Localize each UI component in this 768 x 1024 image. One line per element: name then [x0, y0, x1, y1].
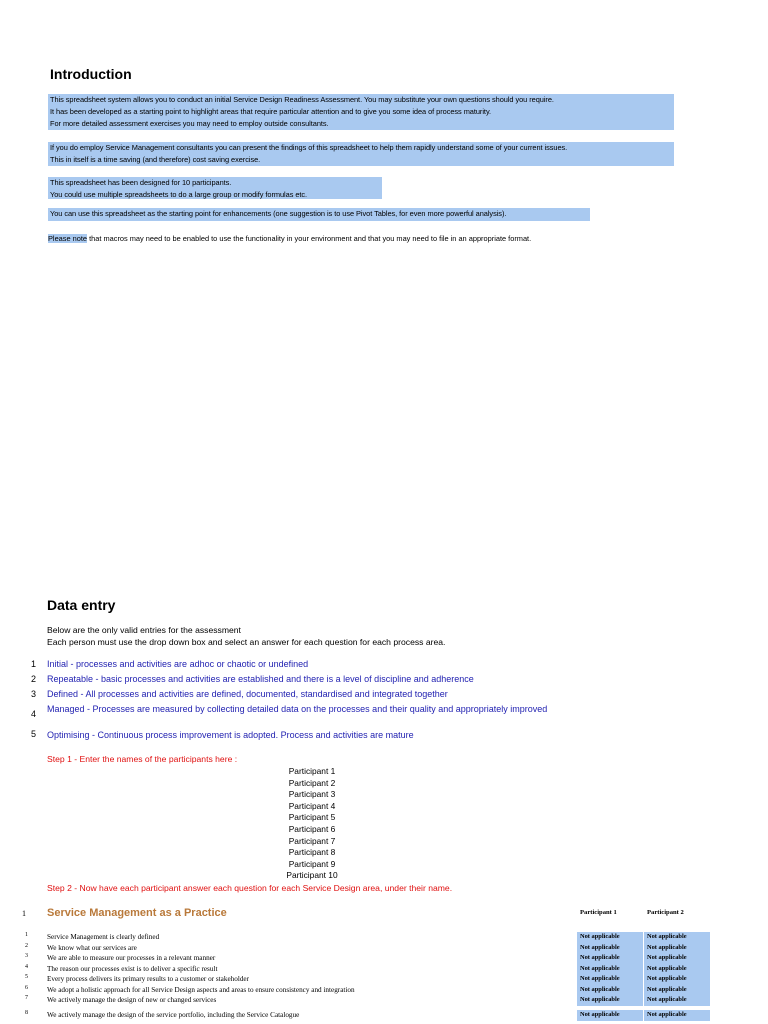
question-number: 3 [25, 953, 28, 959]
participant-name[interactable]: Participant 6 [288, 823, 336, 834]
answer-cell[interactable]: Not applicable [644, 995, 710, 1006]
question-number: 7 [25, 995, 28, 1001]
question-text: We know what our services are [47, 943, 137, 952]
answer-cell[interactable]: Not applicable [644, 964, 710, 975]
participant-name[interactable]: Participant 2 [288, 777, 336, 788]
data-entry-heading: Data entry [47, 597, 116, 613]
answer-cell[interactable]: Not applicable [644, 1010, 710, 1021]
answer-cell[interactable]: Not applicable [577, 932, 643, 943]
answer-cell[interactable]: Not applicable [644, 932, 710, 943]
question-text: We adopt a holistic approach for all Service Design aspects and areas to ensure consistency and integration [47, 985, 355, 994]
question-number: 8 [25, 1010, 28, 1016]
question-number: 2 [25, 942, 28, 949]
question-text: We actively manage the design of the service portfolio, including the Service Catalogue [47, 1011, 300, 1019]
level-number: 1 [30, 659, 36, 669]
question-text: We actively manage the design of new or changed services [47, 996, 217, 1004]
answer-cell[interactable]: Not applicable [644, 943, 710, 954]
answer-cell[interactable]: Not applicable [644, 985, 710, 996]
answer-cell[interactable]: Not applicable [577, 995, 643, 1006]
answer-cell[interactable]: Not applicable [577, 964, 643, 975]
question-text: Service Management is clearly defined [47, 933, 160, 941]
level-description: Initial - processes and activities are adhoc or chaotic or undefined [47, 659, 309, 669]
question-number: 5 [25, 974, 28, 980]
participant-name[interactable]: Participant 8 [288, 847, 336, 858]
question-number: 4 [25, 963, 28, 970]
note-highlight: Please note [48, 234, 88, 243]
intro-line: You can use this spreadsheet as the starting point for enhancements (one suggestion is to use Pivot Tables, for even more powerful analysis). [50, 209, 507, 218]
level-description: Defined - All processes and activities are defined, documented, standardised and integrated together [47, 689, 448, 699]
participant-name[interactable]: Participant 1 [288, 766, 336, 776]
answer-cell[interactable]: Not applicable [577, 985, 643, 996]
section-title: Service Management as a Practice [47, 907, 227, 919]
level-number: 4 [30, 709, 36, 719]
intro-line: For more detailed assessment exercises you may need to employ outside consultants. [50, 119, 329, 128]
participant-name[interactable]: Participant 4 [288, 800, 336, 811]
level-number: 2 [30, 674, 36, 684]
intro-line: You could use multiple spreadsheets to do a large group or modify formulas etc. [50, 190, 308, 199]
question-text: Every process delivers its primary results to a customer or stakeholder [47, 975, 249, 983]
participant-name[interactable]: Participant 5 [288, 812, 336, 823]
section-number: 1 [22, 909, 26, 918]
answer-cell[interactable]: Not applicable [577, 953, 643, 964]
level-description: Managed - Processes are measured by collecting detailed data on the processes and their quality and appropriately improved [47, 704, 548, 714]
answer-cell[interactable]: Not applicable [577, 943, 643, 954]
participant-name[interactable]: Participant 9 [288, 858, 336, 869]
question-number: 6 [25, 984, 28, 991]
participant-name[interactable]: Participant 7 [288, 835, 336, 846]
intro-block-3 [48, 177, 382, 199]
intro-block-4 [48, 208, 590, 221]
participant-name[interactable]: Participant 3 [288, 789, 336, 800]
data-entry-desc-1: Below are the only valid entries for the assessment [47, 625, 241, 635]
question-text: We are able to measure our processes in a relevant manner [47, 954, 216, 962]
introduction-heading: Introduction [50, 66, 132, 82]
step-1-instruction: Step 1 - Enter the names of the participants here : [47, 754, 238, 764]
answer-cell[interactable]: Not applicable [577, 1010, 643, 1021]
intro-line: This spreadsheet has been designed for 10 participants. [50, 178, 232, 187]
level-number: 3 [30, 689, 36, 699]
answer-cell[interactable]: Not applicable [644, 974, 710, 985]
column-header-participant-2: Participant 2 [647, 909, 684, 916]
question-text: The reason our processes exist is to deliver a specific result [47, 964, 218, 973]
question-number: 1 [25, 932, 28, 938]
intro-line: This in itself is a time saving (and therefore) cost saving exercise. [50, 155, 261, 164]
intro-line: It has been developed as a starting point to highlight areas that require particular attention and to give you some idea of process maturity. [50, 107, 492, 116]
answer-cell[interactable]: Not applicable [644, 953, 710, 964]
intro-block-1 [48, 94, 674, 130]
participant-list [282, 766, 342, 882]
intro-block-2 [48, 142, 674, 166]
answer-cell[interactable]: Not applicable [577, 974, 643, 985]
intro-line: This spreadsheet system allows you to conduct an initial Service Design Readiness Assessment. You may substitute your own questions should you require. [50, 95, 554, 104]
macro-note [48, 234, 531, 243]
column-header-participant-1: Participant 1 [580, 909, 617, 916]
note-text: that macros may need to be enabled to use the functionality in your environment and that you may need to file in an appropriate format. [87, 234, 532, 243]
step-2-instruction: Step 2 - Now have each participant answer each question for each Service Design area, under their name. [47, 883, 453, 893]
participant-name[interactable]: Participant 10 [286, 870, 338, 881]
level-number: 5 [30, 729, 36, 739]
intro-line: If you do employ Service Management consultants you can present the findings of this spreadsheet to help them rapidly understand some of your current issues. [50, 143, 568, 152]
level-description: Repeatable - basic processes and activities are established and there is a level of discipline and adherence [47, 674, 474, 684]
data-entry-desc-2: Each person must use the drop down box and select an answer for each question for each process area. [47, 637, 446, 647]
level-description: Optimising - Continuous process improvement is adopted. Process and activities are mature [47, 730, 414, 740]
